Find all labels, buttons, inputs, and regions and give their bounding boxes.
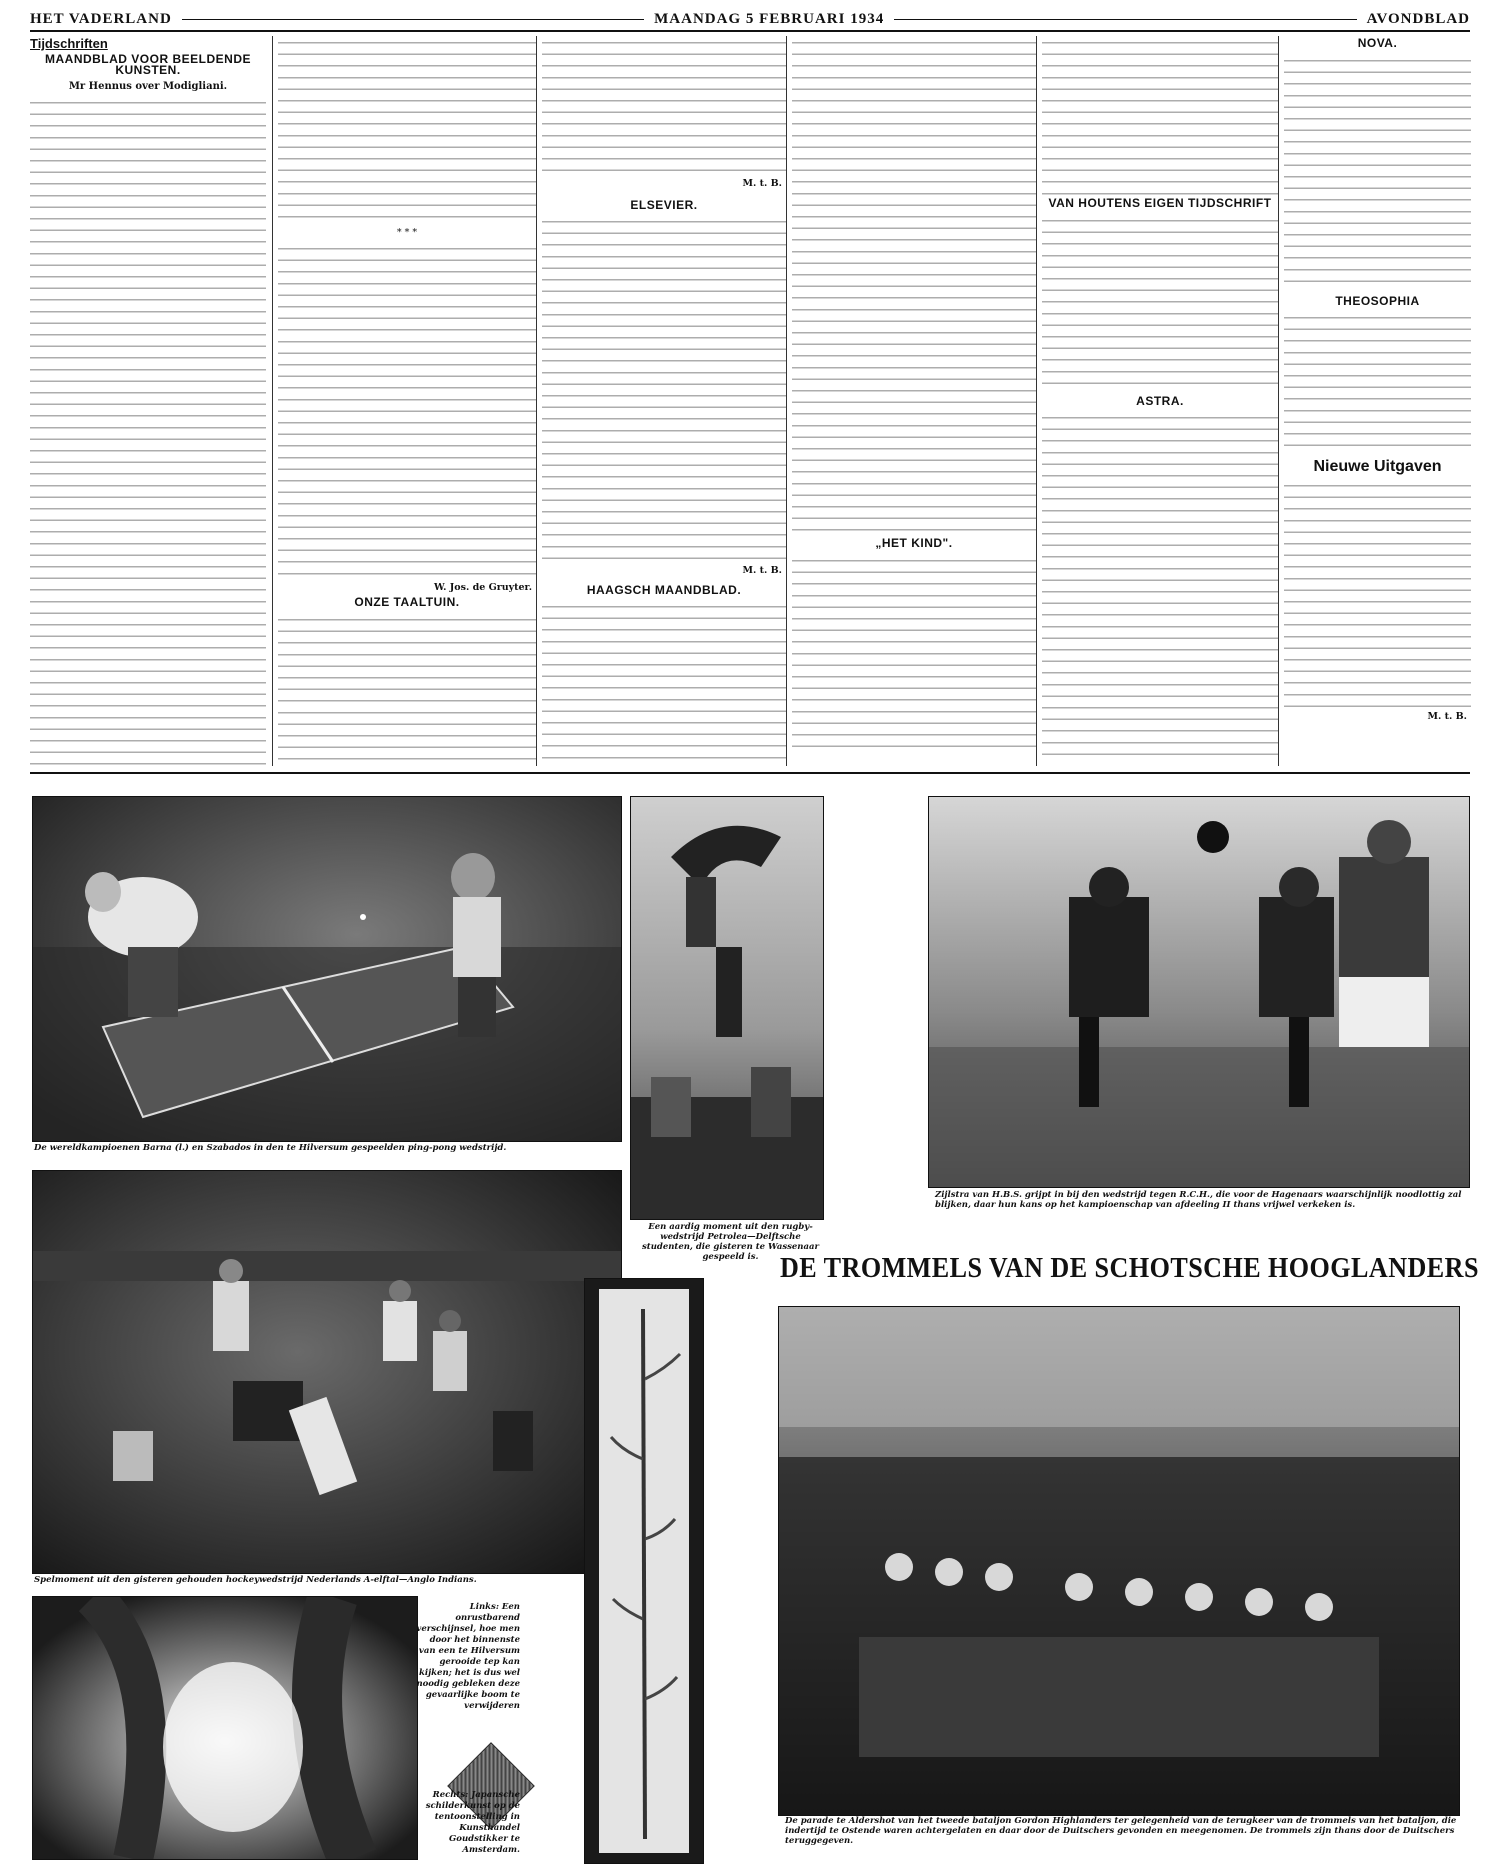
photo-parade (778, 1306, 1460, 1816)
photo-rugby (630, 796, 824, 1220)
photo-hockey (32, 1170, 622, 1574)
photo-tree-image (33, 1597, 417, 1859)
masthead (30, 8, 1470, 32)
article-body-illegible (1042, 36, 1278, 196)
photo-pingpong-image (33, 797, 621, 1141)
article-subtitle: Mr Hennus over Modigliani. (68, 80, 228, 92)
photo-parade-image (779, 1307, 1459, 1815)
article-body-illegible (1042, 411, 1278, 761)
article-title: HAAGSCH MAANDBLAD. (586, 582, 742, 597)
article-title: VAN HOUTENS EIGEN TIJDSCHRIFT (1048, 196, 1272, 210)
photo-football-image (929, 797, 1469, 1187)
article-body-illegible (792, 554, 1036, 754)
article-body-illegible (278, 613, 536, 766)
column-5 (1036, 36, 1283, 766)
photo-japanese-painting-image (585, 1279, 703, 1863)
masthead-rule (182, 19, 644, 20)
photo-hockey-image (33, 1171, 621, 1573)
article-body-illegible (542, 36, 786, 176)
photo-hockey-caption: Spelmoment uit den gisteren gehouden hockeywedstrijd Nederlands A-elftal—Anglo Indians. (34, 1575, 477, 1585)
article-body-illegible (278, 36, 536, 224)
article-title: Nieuwe Uitgaven (1313, 458, 1442, 476)
note-rechts: Rechts: Japansche schilderkunst op de tentoonstelling in Kunsthandel Goudstikker te Amsterdam. (425, 1790, 520, 1855)
masthead-rule (894, 19, 1356, 20)
article-title: MAANDBLAD VOOR BEELDENDE KUNSTEN. (44, 51, 251, 78)
paper-name: HET VADERLAND (30, 10, 172, 27)
section-heading: Tijdschriften (30, 36, 108, 51)
article-signature: M. t. B. (742, 565, 782, 577)
article-body-illegible (1284, 54, 1471, 290)
column-6 (1278, 36, 1471, 766)
note-links: Links: Een onrustbarend verschijnsel, hoe men door het binnenste van een te Hilversum gerooide tep kan kijken; het is dus wel noodig gebleken deze gevaarlijke boom te verwijderen (416, 1602, 520, 1711)
article-title: ELSEVIER. (630, 197, 698, 212)
article-signature: M. t. B. (1427, 710, 1467, 722)
article-body-illegible (30, 96, 266, 766)
article-signature: M. t. B. (742, 178, 782, 189)
photo-football-caption: Zijlstra van H.B.S. grijpt in bij den wedstrijd tegen R.C.H., die voor de Hagenaars waarschijnlijk noodlottig zal blijken, daar hun kans op het kampioenschap van afdeeling II thans vrijwel verkeken is. (935, 1190, 1462, 1210)
issue-date: MAANDAG 5 FEBRUARI 1934 (654, 10, 885, 27)
article-title: „HET KIND". (875, 536, 953, 550)
column-1 (30, 36, 271, 766)
article-title: THEOSOPHIA (1335, 293, 1420, 308)
article-body-illegible (1284, 479, 1471, 709)
photo-rugby-image (631, 797, 823, 1219)
article-title: ASTRA. (1136, 393, 1184, 408)
photo-tree (32, 1596, 418, 1860)
photo-rugby-caption: Een aardig moment uit den rugby-wedstrijd Petrolea—Delftsche studenten, die gisteren te Wassenaar gespeeld is. (642, 1222, 819, 1262)
photo-football (928, 796, 1470, 1188)
photo-parade-caption: De parade te Aldershot van het tweede bataljon Gordon Highlanders ter gelegenheid van de terugkeer van de trommels van het bataljon, die indertijd te Ostende waren achtergelaten en daar door de Duitschers gevonden en meegenomen. De trommels zijn thans door de Duitschers teruggegeven. (785, 1816, 1457, 1846)
article-body-illegible (1284, 311, 1471, 453)
column-3 (536, 36, 791, 766)
article-title: NOVA. (1357, 36, 1398, 50)
article-body-illegible (792, 36, 1036, 536)
article-signature: W. Jos. de Gruyter. (433, 581, 532, 593)
section-separator: * * * (396, 227, 418, 238)
article-body-illegible (542, 600, 786, 766)
column-2 (272, 36, 541, 766)
photo-pingpong-caption: De wereldkampioenen Barna (l.) en Szabados in den te Hilversum gespeelden ping-pong wedstrijd. (34, 1143, 507, 1153)
article-columns (30, 36, 1470, 774)
article-title: ONZE TAALTUIN. (354, 595, 460, 610)
photo-japanese-painting (584, 1278, 704, 1864)
article-body-illegible (1042, 214, 1278, 394)
feature-headline: DE TROMMELS VAN DE SCHOTSCHE HOOGLANDERS (780, 1252, 1479, 1284)
edition-label: AVONDBLAD (1366, 10, 1471, 27)
column-4 (786, 36, 1041, 766)
article-body-illegible (542, 215, 786, 563)
photo-pingpong (32, 796, 622, 1142)
article-body-illegible (278, 242, 536, 580)
